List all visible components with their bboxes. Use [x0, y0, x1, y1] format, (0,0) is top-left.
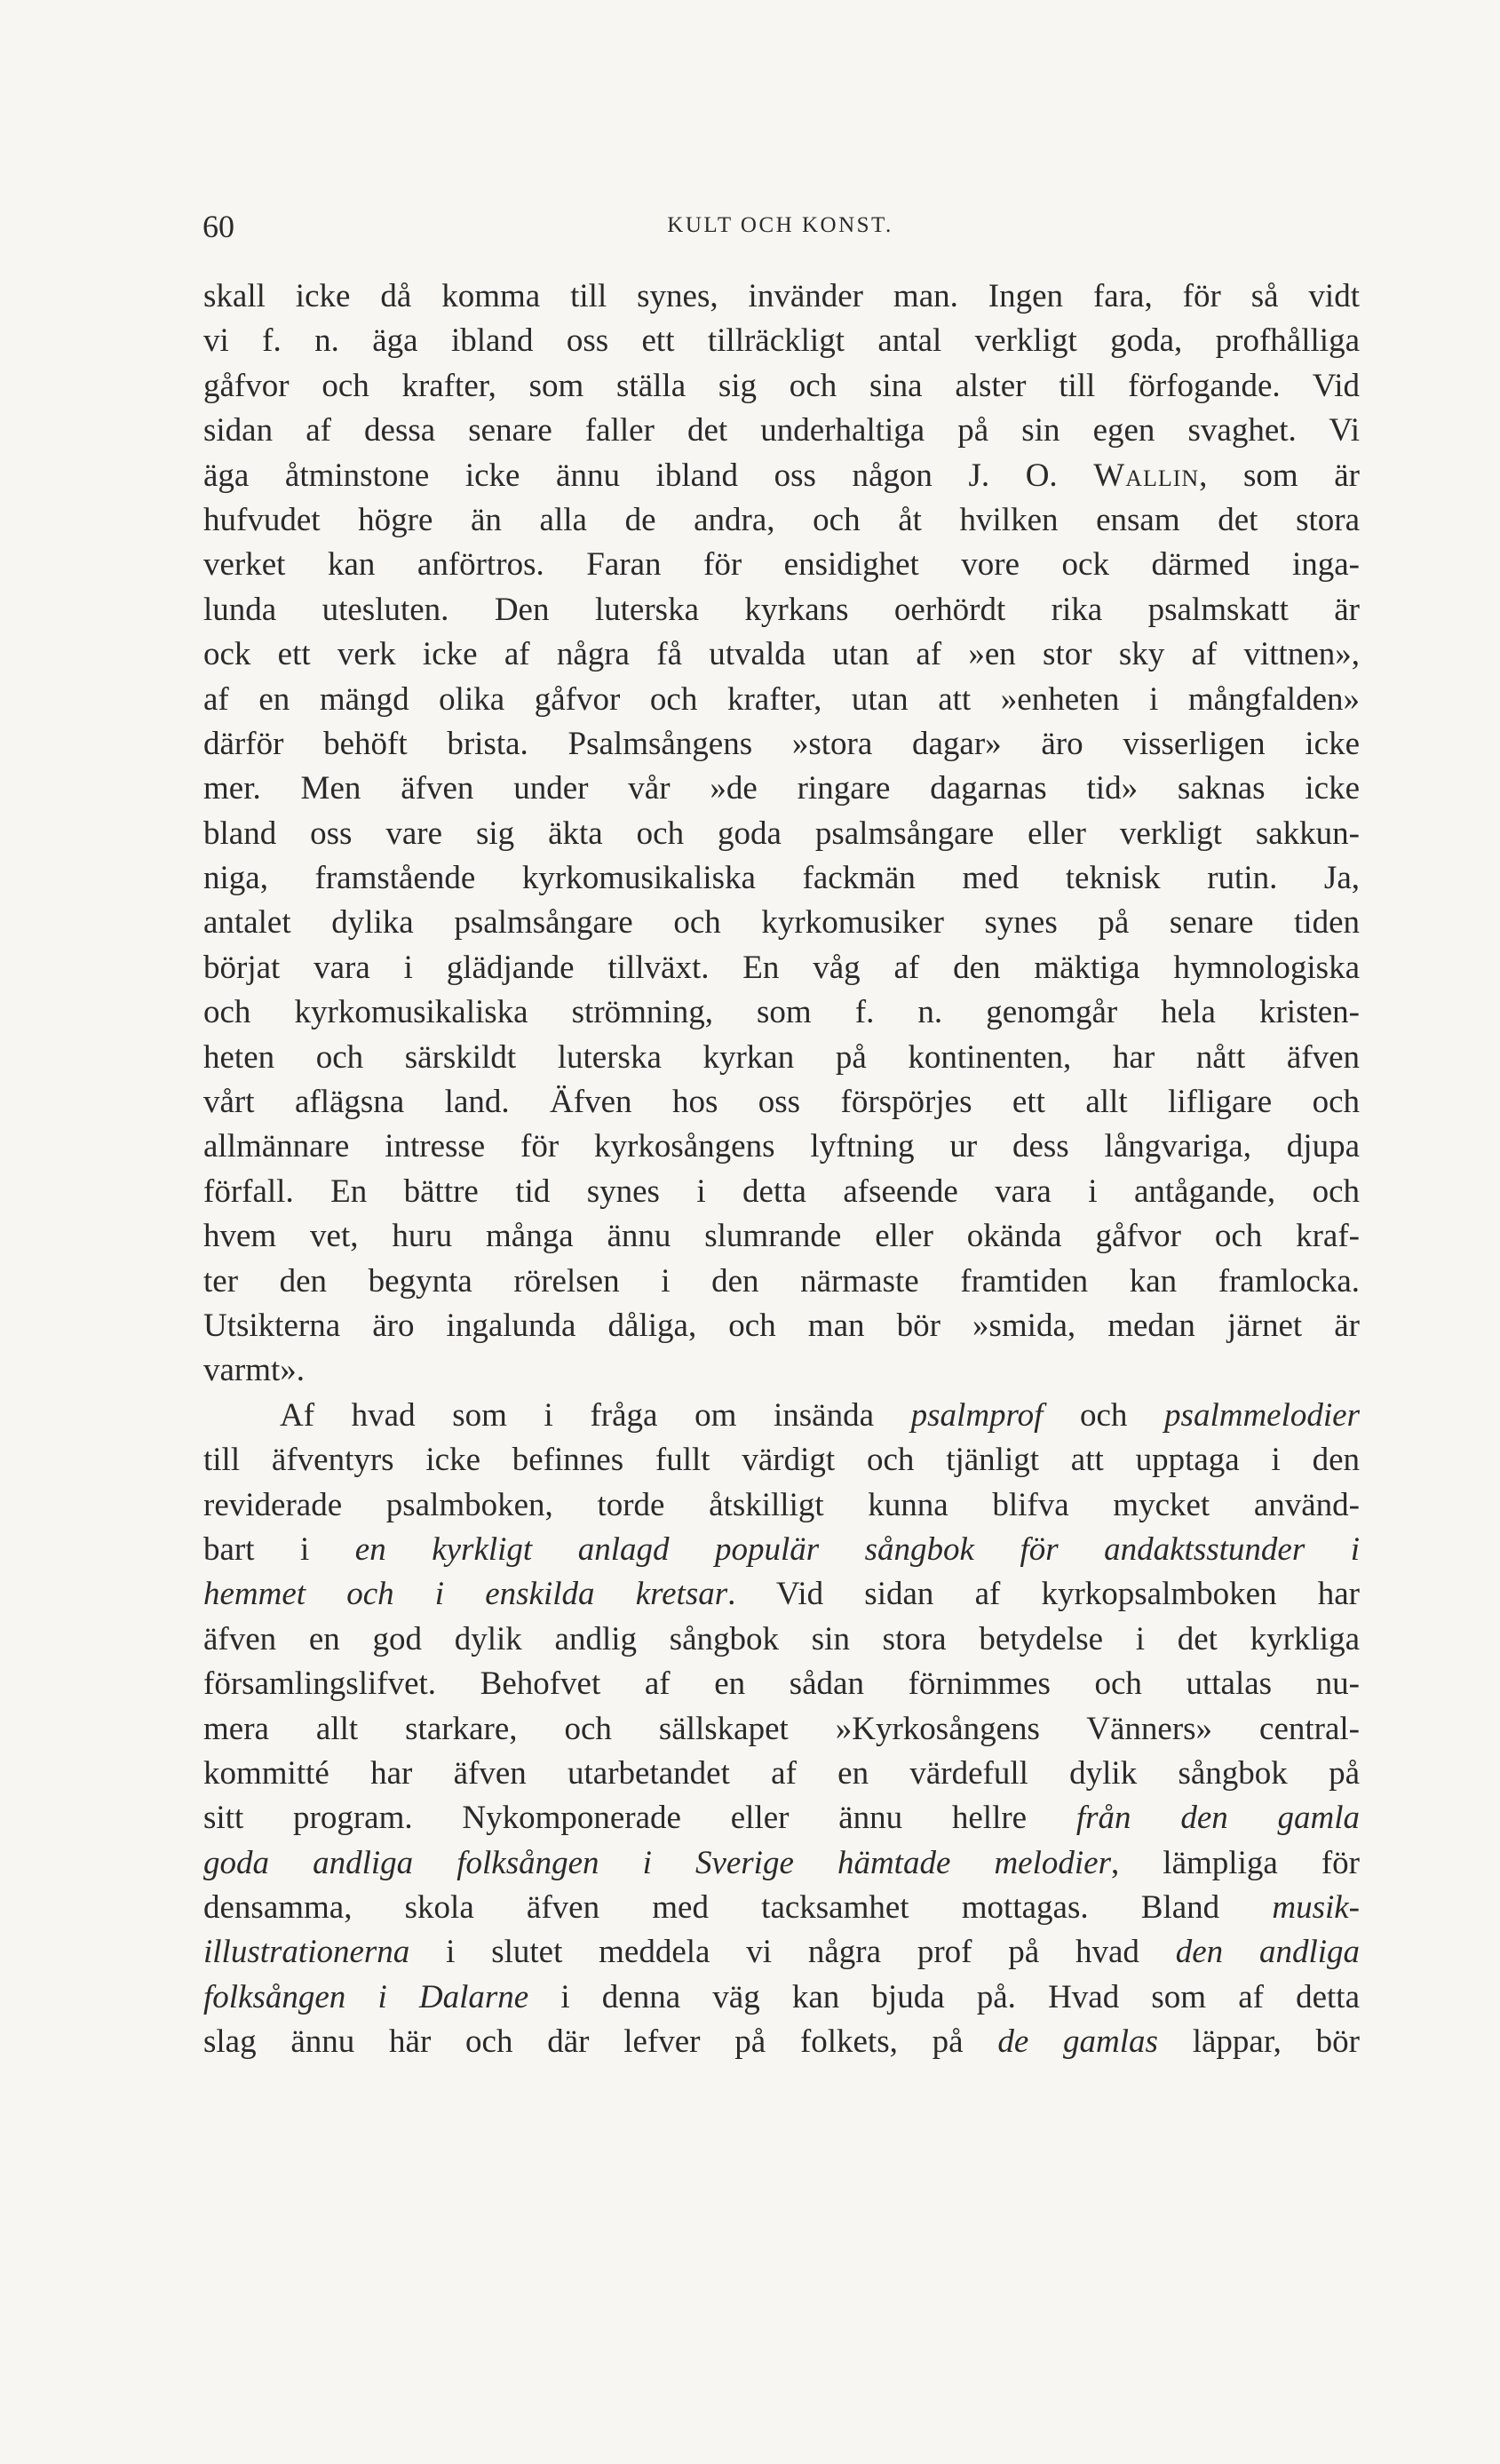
text-line-paragraph-start: Af hvad som i fråga om insända psalmprof och psalmmelodier	[280, 1396, 1360, 1434]
text-line: folksången i Dalarne i denna väg kan bjuda på. Hvad som af detta	[203, 1978, 1360, 2015]
text-line: mer. Men äfven under vår »de ringare dagarnas tid» saknas icke	[203, 770, 1360, 807]
text-line: församlingslifvet. Behofvet af en sådan förnimmes och uttalas nu-	[203, 1665, 1360, 1703]
text-line: gåfvor och krafter, som ställa sig och sina alster till förfogande. Vid	[203, 367, 1360, 404]
text-line: antalet dylika psalmsångare och kyrkomusiker synes på senare tiden	[203, 904, 1360, 942]
text-line: bart i en kyrkligt anlagd populär sångbok för andaktsstunder i	[203, 1530, 1360, 1568]
text-line: hufvudet högre än alla de andra, och åt hvilken ensam det stora	[203, 501, 1360, 538]
text-line: verket kan anförtros. Faran för ensidighet vore ock därmed inga-	[203, 546, 1360, 584]
text-line: heten och särskildt luterska kyrkan på kontinenten, har nått äfven	[203, 1038, 1360, 1076]
text-line: kommitté har äfven utarbetandet af en värdefull dylik sångbok på	[203, 1754, 1360, 1792]
text-line: Utsikterna äro ingalunda dåliga, och man bör »smida, medan järnet är	[203, 1307, 1360, 1344]
text-line: slag ännu här och där lefver på folkets, på de gamlas läppar, bör	[203, 2023, 1360, 2061]
text-line: förfall. En bättre tid synes i detta afseende vara i antågande, och	[203, 1172, 1360, 1210]
text-line: äga åtminstone icke ännu ibland oss någon J. O. Wallin, som är	[203, 457, 1360, 494]
text-line: och kyrkomusikaliska strömning, som f. n. genomgår hela kristen-	[203, 994, 1360, 1031]
text-line: sitt program. Nykomponerade eller ännu hellre från den gamla	[203, 1800, 1360, 1837]
text-line: af en mängd olika gåfvor och krafter, utan att »enheten i mångfalden»	[203, 680, 1360, 718]
text-line: skall icke då komma till synes, invänder man. Ingen fara, för så vidt	[203, 278, 1360, 314]
text-line: börjat vara i glädjande tillväxt. En våg af den mäktiga hymnologiska	[203, 949, 1360, 986]
text-line: hvem vet, huru många ännu slumrande eller okända gåfvor och kraf-	[203, 1218, 1360, 1255]
text-line: äfven en god dylik andlig sångbok sin stora betydelse i det kyrkliga	[203, 1620, 1360, 1657]
page-header	[202, 208, 1358, 252]
author-name-wallin: Wallin	[1093, 457, 1200, 494]
body-text	[203, 274, 1360, 2065]
text-line: vårt aflägsna land. Äfven hos oss förspörjes ett allt lifligare och	[203, 1084, 1360, 1121]
text-line: vi f. n. äga ibland oss ett tillräckligt antal verkligt goda, profhålliga	[203, 322, 1360, 360]
text-line: densamma, skola äfven med tacksamhet mottagas. Bland musik-	[203, 1889, 1360, 1927]
running-head: KULT OCH KONST.	[667, 213, 893, 237]
text-line: därför behöft brista. Psalmsångens »stora dagar» äro visserligen icke	[203, 725, 1360, 762]
text-line: illustrationerna i slutet meddela vi några prof på hvad den andliga	[203, 1934, 1361, 1971]
text-line: bland oss vare sig äkta och goda psalmsångare eller verkligt sakkun-	[203, 815, 1360, 852]
text-line-paragraph-end: varmt».	[203, 1352, 306, 1389]
text-line: goda andliga folksången i Sverige hämtade melodier, lämpliga för	[203, 1844, 1360, 1881]
text-line: niga, framstående kyrkomusikaliska fackmän med teknisk rutin. Ja,	[203, 860, 1360, 897]
text-line: reviderade psalmboken, torde åtskilligt kunna blifva mycket använd-	[203, 1486, 1360, 1523]
text-line: sidan af dessa senare faller det underhaltiga på sin egen svaghet. Vi	[203, 412, 1360, 449]
text-line: hemmet och i enskilda kretsar. Vid sidan af kyrkopsalmboken har	[203, 1576, 1360, 1613]
text-line: ock ett verk icke af några få utvalda utan af »en stor sky af vittnen»,	[203, 636, 1360, 673]
text-line: lunda utesluten. Den luterska kyrkans oerhördt rika psalmskatt är	[203, 591, 1360, 628]
text-line: ter den begynta rörelsen i den närmaste framtiden kan framlocka.	[203, 1262, 1360, 1300]
page-number: 60	[202, 209, 234, 244]
text-line: mera allt starkare, och sällskapet »Kyrkosångens Vänners» central-	[203, 1710, 1360, 1747]
text-line: allmännare intresse för kyrkosångens lyftning ur dess långvariga, djupa	[203, 1128, 1360, 1165]
text-line: till äfventyrs icke befinnes fullt värdigt och tjänligt att upptaga i den	[203, 1442, 1360, 1479]
